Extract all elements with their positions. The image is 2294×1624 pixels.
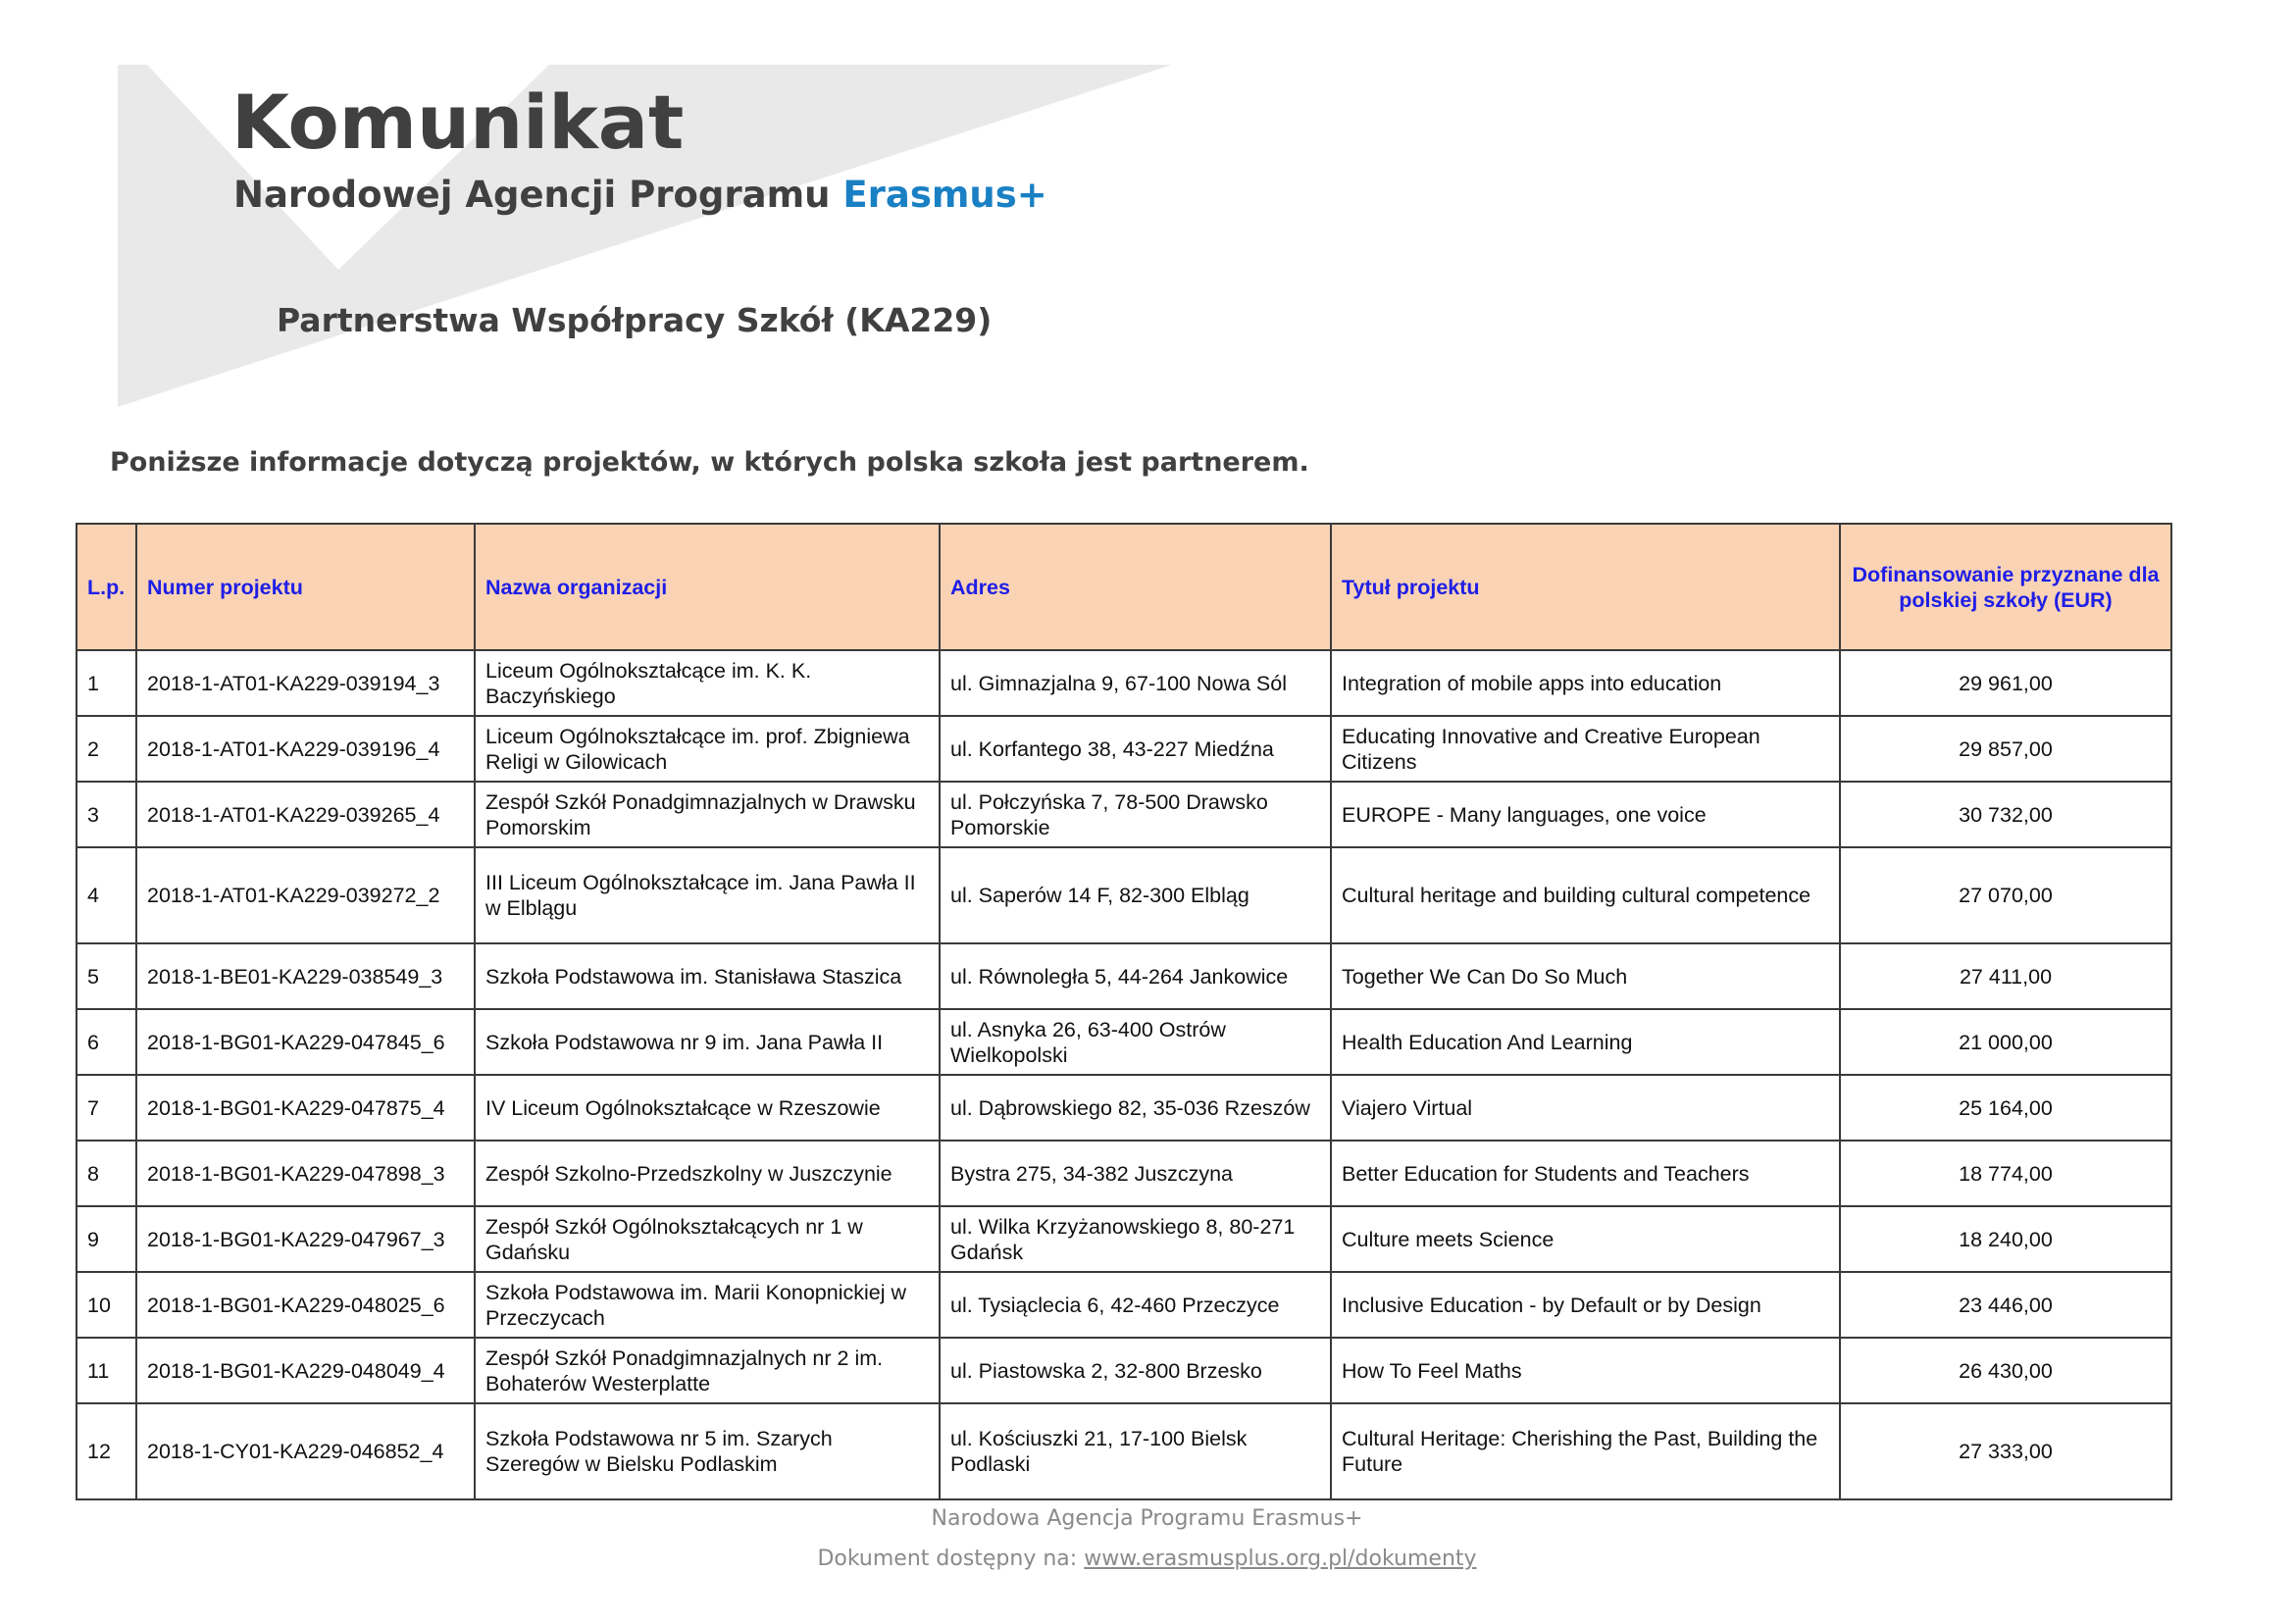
cell-funding: 18 774,00	[1840, 1141, 2171, 1206]
table-row	[76, 1403, 2171, 1499]
table-row	[76, 1141, 2171, 1206]
cell-address: ul. Kościuszki 21, 17-100 Bielsk Podlaski	[940, 1403, 1331, 1499]
cell-address: ul. Wilka Krzyżanowskiego 8, 80-271 Gdańsk	[940, 1206, 1331, 1272]
cell-funding: 25 164,00	[1840, 1075, 2171, 1141]
cell-organization: Zespół Szkół Ponadgimnazjalnych nr 2 im. Bohaterów Westerplatte	[475, 1338, 940, 1403]
header-organization: Nazwa organizacji	[475, 524, 940, 650]
table-row	[76, 782, 2171, 847]
cell-project-title: How To Feel Maths	[1331, 1338, 1840, 1403]
cell-organization: Szkoła Podstawowa im. Marii Konopnickiej w Przeczycach	[475, 1272, 940, 1338]
logo-subtitle	[233, 171, 1047, 220]
cell-project-title: Culture meets Science	[1331, 1206, 1840, 1272]
cell-lp: 1	[76, 650, 136, 716]
cell-address: ul. Dąbrowskiego 82, 35-036 Rzeszów	[940, 1075, 1331, 1141]
cell-organization: Zespół Szkół Ogólnokształcących nr 1 w Gdańsku	[475, 1206, 940, 1272]
cell-project-title: Educating Innovative and Creative European Citizens	[1331, 716, 1840, 782]
cell-organization: Szkoła Podstawowa im. Stanisława Staszica	[475, 943, 940, 1009]
table-row	[76, 1338, 2171, 1403]
cell-project-number: 2018-1-AT01-KA229-039265_4	[136, 782, 475, 847]
cell-project-number: 2018-1-BG01-KA229-047875_4	[136, 1075, 475, 1141]
cell-project-title: Inclusive Education - by Default or by Design	[1331, 1272, 1840, 1338]
cell-funding: 26 430,00	[1840, 1338, 2171, 1403]
cell-organization: Zespół Szkolno-Przedszkolny w Juszczynie	[475, 1141, 940, 1206]
cell-project-number: 2018-1-CY01-KA229-046852_4	[136, 1403, 475, 1499]
logo-title: Komunikat	[231, 78, 685, 166]
header-project-title: Tytuł projektu	[1331, 524, 1840, 650]
cell-funding: 27 333,00	[1840, 1403, 2171, 1499]
cell-funding: 30 732,00	[1840, 782, 2171, 847]
intro-text: Poniższe informacje dotyczą projektów, w których polska szkoła jest partnerem.	[110, 447, 1309, 478]
cell-funding: 18 240,00	[1840, 1206, 2171, 1272]
cell-project-title: EUROPE - Many languages, one voice	[1331, 782, 1840, 847]
cell-project-number: 2018-1-AT01-KA229-039272_2	[136, 847, 475, 943]
cell-project-number: 2018-1-AT01-KA229-039194_3	[136, 650, 475, 716]
projects-table	[76, 523, 2172, 1500]
document-title: Partnerstwa Współpracy Szkół (KA229)	[277, 301, 993, 339]
cell-organization: Liceum Ogólnokształcące im. K. K. Baczyńskiego	[475, 650, 940, 716]
documents-link[interactable]: www.erasmusplus.org.pl/dokumenty	[1084, 1547, 1477, 1571]
cell-project-title: Viajero Virtual	[1331, 1075, 1840, 1141]
cell-project-title: Integration of mobile apps into education	[1331, 650, 1840, 716]
cell-lp: 11	[76, 1338, 136, 1403]
cell-address: ul. Piastowska 2, 32-800 Brzesko	[940, 1338, 1331, 1403]
cell-lp: 10	[76, 1272, 136, 1338]
cell-funding: 23 446,00	[1840, 1272, 2171, 1338]
cell-project-number: 2018-1-BE01-KA229-038549_3	[136, 943, 475, 1009]
cell-address: ul. Gimnazjalna 9, 67-100 Nowa Sól	[940, 650, 1331, 716]
cell-project-number: 2018-1-BG01-KA229-047845_6	[136, 1009, 475, 1075]
cell-lp: 3	[76, 782, 136, 847]
table-row	[76, 1009, 2171, 1075]
cell-project-number: 2018-1-AT01-KA229-039196_4	[136, 716, 475, 782]
table-row	[76, 1206, 2171, 1272]
cell-organization: Liceum Ogólnokształcące im. prof. Zbigniewa Religi w Gilowicach	[475, 716, 940, 782]
cell-address: Bystra 275, 34-382 Juszczyna	[940, 1141, 1331, 1206]
footer-available-label: Dokument dostępny na:	[817, 1547, 1078, 1571]
table-row	[76, 716, 2171, 782]
table-row	[76, 847, 2171, 943]
cell-project-number: 2018-1-BG01-KA229-048049_4	[136, 1338, 475, 1403]
cell-address: ul. Połczyńska 7, 78-500 Drawsko Pomorskie	[940, 782, 1331, 847]
cell-project-title: Cultural Heritage: Cherishing the Past, Building the Future	[1331, 1403, 1840, 1499]
cell-project-number: 2018-1-BG01-KA229-047967_3	[136, 1206, 475, 1272]
cell-address: ul. Asnyka 26, 63-400 Ostrów Wielkopolski	[940, 1009, 1331, 1075]
cell-project-number: 2018-1-BG01-KA229-047898_3	[136, 1141, 475, 1206]
cell-lp: 4	[76, 847, 136, 943]
cell-funding: 27 070,00	[1840, 847, 2171, 943]
cell-project-number: 2018-1-BG01-KA229-048025_6	[136, 1272, 475, 1338]
header-funding: Dofinansowanie przyznane dla polskiej szkoły (EUR)	[1840, 524, 2171, 650]
cell-lp: 6	[76, 1009, 136, 1075]
header-lp: L.p.	[76, 524, 136, 650]
cell-funding: 21 000,00	[1840, 1009, 2171, 1075]
agency-name: Narodowej Agencji Programu	[233, 174, 831, 216]
cell-lp: 12	[76, 1403, 136, 1499]
cell-lp: 2	[76, 716, 136, 782]
cell-address: ul. Korfantego 38, 43-227 Miedźna	[940, 716, 1331, 782]
cell-organization: IV Liceum Ogólnokształcące w Rzeszowie	[475, 1075, 940, 1141]
cell-project-title: Health Education And Learning	[1331, 1009, 1840, 1075]
cell-project-title: Together We Can Do So Much	[1331, 943, 1840, 1009]
cell-lp: 5	[76, 943, 136, 1009]
table-row	[76, 1272, 2171, 1338]
cell-organization: Szkoła Podstawowa nr 5 im. Szarych Szeregów w Bielsku Podlaskim	[475, 1403, 940, 1499]
cell-address: ul. Równoległa 5, 44-264 Jankowice	[940, 943, 1331, 1009]
cell-funding: 27 411,00	[1840, 943, 2171, 1009]
cell-address: ul. Saperów 14 F, 82-300 Elbląg	[940, 847, 1331, 943]
header-address: Adres	[940, 524, 1331, 650]
erasmus-brand: Erasmus+	[842, 174, 1047, 216]
cell-lp: 8	[76, 1141, 136, 1206]
footer-agency: Narodowa Agencja Programu Erasmus+	[931, 1506, 1363, 1531]
header-project-number: Numer projektu	[136, 524, 475, 650]
cell-organization: Zespół Szkół Ponadgimnazjalnych w Drawsku Pomorskim	[475, 782, 940, 847]
cell-funding: 29 857,00	[1840, 716, 2171, 782]
cell-project-title: Better Education for Students and Teachers	[1331, 1141, 1840, 1206]
cell-organization: Szkoła Podstawowa nr 9 im. Jana Pawła II	[475, 1009, 940, 1075]
cell-organization: III Liceum Ogólnokształcące im. Jana Pawła II w Elblągu	[475, 847, 940, 943]
cell-lp: 7	[76, 1075, 136, 1141]
table-header-row	[76, 524, 2171, 650]
table-row	[76, 650, 2171, 716]
cell-project-title: Cultural heritage and building cultural competence	[1331, 847, 1840, 943]
table-row	[76, 1075, 2171, 1141]
table-row	[76, 943, 2171, 1009]
cell-lp: 9	[76, 1206, 136, 1272]
footer-document-link-line	[0, 1547, 2294, 1571]
cell-address: ul. Tysiąclecia 6, 42-460 Przeczyce	[940, 1272, 1331, 1338]
cell-funding: 29 961,00	[1840, 650, 2171, 716]
